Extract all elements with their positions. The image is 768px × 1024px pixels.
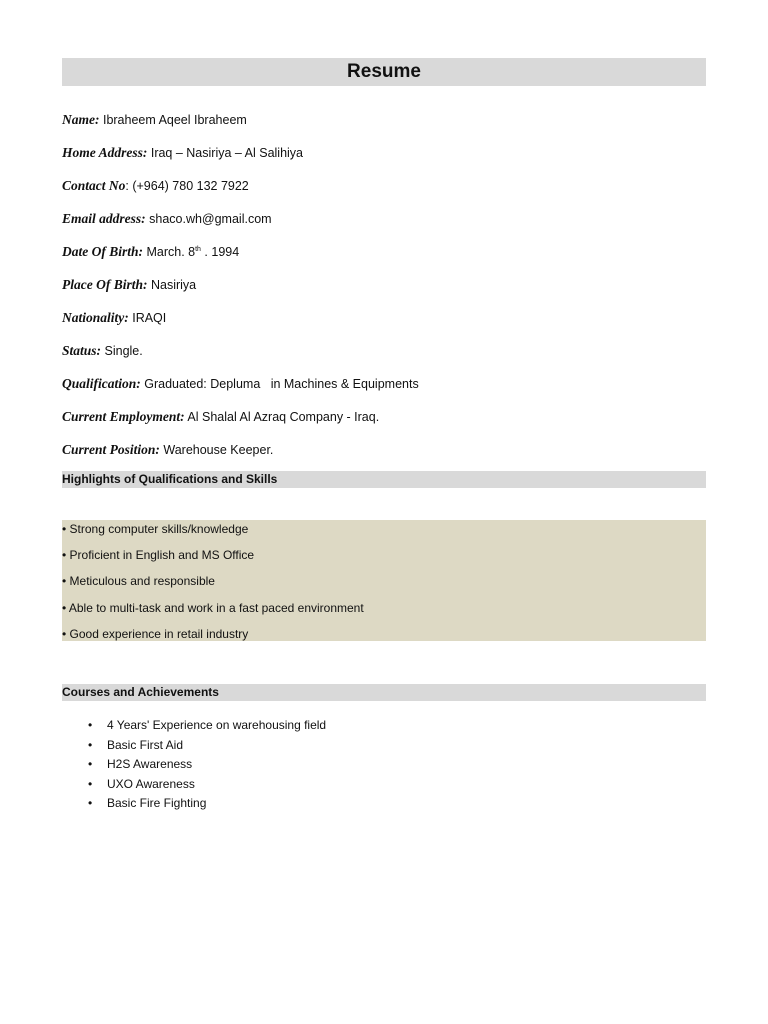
info-value: Warehouse Keeper. [159,443,274,457]
info-current-position [62,442,706,458]
info-value-year: . 1994 [200,245,240,259]
info-label: Nationality: [62,310,129,325]
info-value: Graduated: Depluma in Machines & Equipments [140,377,419,391]
resume-page [62,58,706,814]
highlights-list [62,520,706,641]
list-item [62,755,706,775]
list-item [62,775,706,795]
courses-list [62,716,706,814]
course-text: Basic First Aid [107,737,184,752]
info-value: Nasiriya [147,278,197,292]
info-label: Current Position: [62,442,160,457]
personal-info [62,112,706,458]
info-label: Status: [62,343,102,358]
info-value: Al Shalal Al Azraq Company - Iraq. [184,410,380,424]
info-value: Ibraheem Aqeel Ibraheem [99,113,247,127]
courses-heading: Courses and Achievements [62,684,706,701]
info-value: March. 8 [143,245,196,259]
highlights-heading: Highlights of Qualifications and Skills [62,471,706,488]
info-date-of-birth [62,244,706,260]
bullet-icon: • [88,718,93,732]
info-label: Current Employment: [62,409,185,424]
info-status [62,343,706,359]
bullet-icon: • [88,796,93,810]
list-item: • Strong computer skills/knowledge [62,522,249,536]
info-current-employment [62,409,706,425]
bullet-icon: • [88,737,93,752]
info-label: Name: [62,112,100,127]
info-label: Qualification: [62,376,141,391]
info-value: IRAQI [128,311,167,325]
course-text: H2S Awareness [107,757,193,771]
info-name [62,112,706,128]
info-label: Place Of Birth: [62,277,148,292]
info-label: Email address: [62,211,146,226]
info-value: Iraq – Nasiriya – Al Salihiya [147,146,304,160]
info-label: Home Address: [62,145,148,160]
resume-title: Resume [62,58,706,86]
info-value: Single. [101,344,143,358]
info-label: Contact No [62,178,126,193]
bullet-icon: • [88,757,93,771]
course-text: UXO Awareness [107,776,195,791]
list-item [62,716,706,736]
info-home-address [62,145,706,161]
info-qualification [62,376,706,392]
list-item [62,794,706,814]
info-value: : (+964) 780 132 7922 [125,179,249,193]
ordinal-suffix: th [195,245,201,253]
list-item: • Able to multi-task and work in a fast paced environment [62,600,364,615]
list-item: • Meticulous and responsible [62,574,215,589]
course-text: 4 Years' Experience on warehousing field [107,718,327,732]
list-item: • Proficient in English and MS Office [62,548,255,563]
info-label: Date Of Birth: [62,244,143,259]
info-contact-no [62,178,706,194]
info-value: shaco.wh@gmail.com [145,212,272,226]
course-text: Basic Fire Fighting [107,796,207,810]
list-item: • Good experience in retail industry [62,626,249,641]
info-nationality [62,310,706,326]
info-place-of-birth [62,277,706,293]
info-email [62,211,706,227]
list-item [62,736,706,756]
bullet-icon: • [88,776,93,791]
